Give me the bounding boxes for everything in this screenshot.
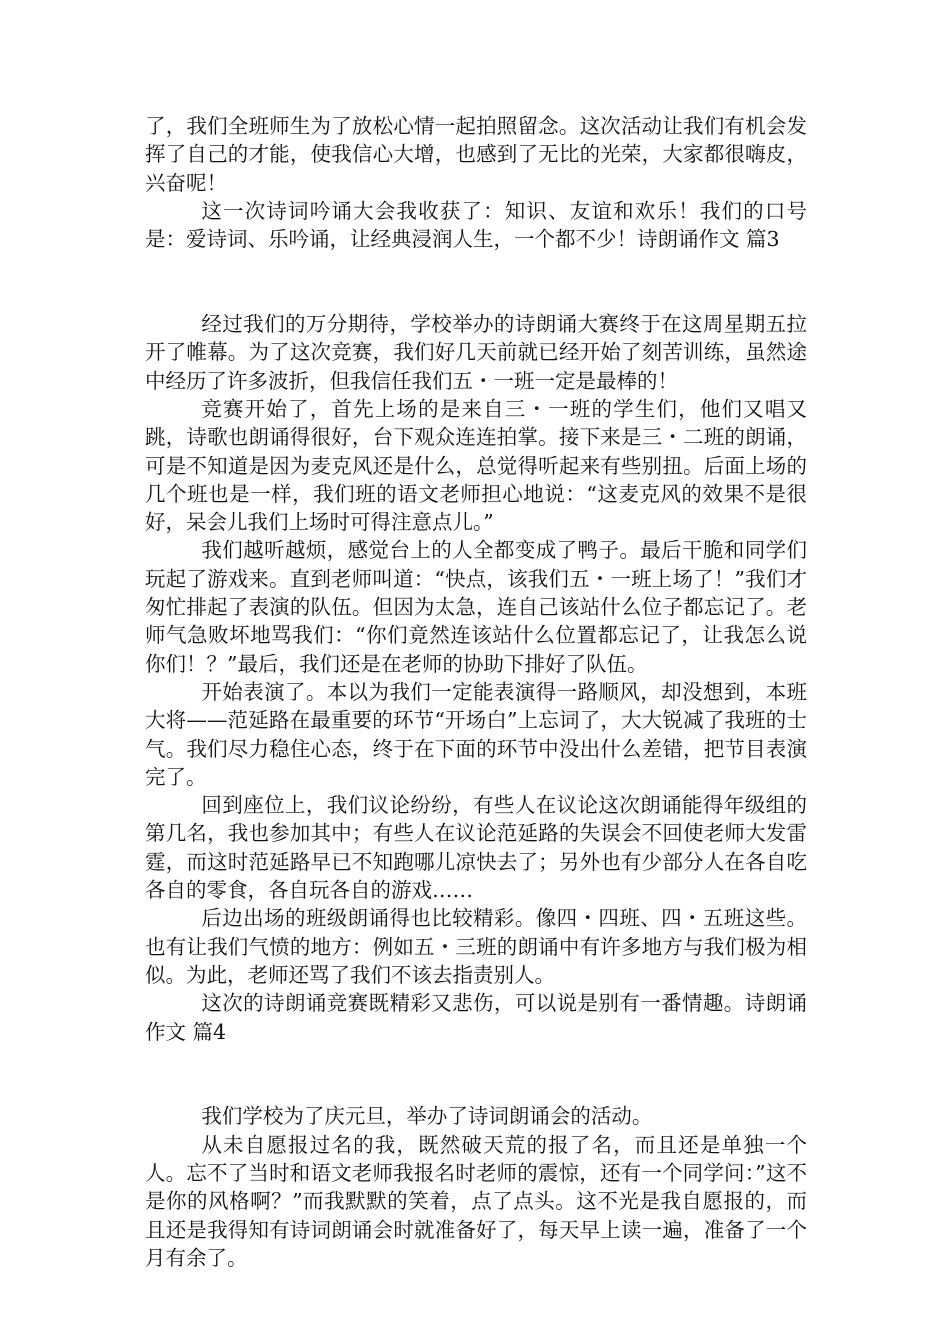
paragraph-essay-3-performance: 开始表演了。本以为我们一定能表演得一路顺风，却没想到，本班大将——范延路在最重要的环节“开场白”上忘词了，大大锐减了我班的士气。我们尽力稳住心态，终于在下面的环节中没出什么差错，把节目表演完了。: [145, 679, 807, 789]
paragraph-essay-3-intro: 经过我们的万分期待，学校举办的诗朗诵大赛终于在这周星期五拉开了帷幕。为了这次竞赛，我们好几天前就已经开始了刻苦训练，虽然途中经历了许多波折，但我信任我们五・一班一定是最棒的！: [145, 312, 807, 393]
paragraph-essay-3-competition-start: 竞赛开始了，首先上场的是来自三・一班的学生们，他们又唱又跳，诗歌也朗诵得很好，台下观众连连拍掌。接下来是三・二班的朗诵，可是不知道是因为麦克风还是什么，总觉得听起来有些别扭。后面上场的几个班也是一样，我们班的语文老师担心地说：“这麦克风的效果不是很好，呆会儿我们上场时可得注意点儿。”: [145, 396, 807, 535]
paragraph-essay-4-intro: 我们学校为了庆元旦，举办了诗词朗诵会的活动。: [201, 1104, 653, 1129]
paragraph-continuation: 了，我们全班师生为了放松心情一起拍照留念。这次活动让我们有机会发挥了自己的才能，使我信心大增，也感到了无比的光荣，大家都很嗨皮，兴奋呢！: [145, 114, 807, 195]
paragraph-essay-4-registration: 从未自愿报过名的我，既然破天荒的报了名，而且还是单独一个人。忘不了当时和语文老师我报名时老师的震惊，还有一个同学问：”这不是你的风格啊？”而我默默的笑着，点了点头。这不光是我自愿报的，而且还是我得知有诗词朗诵会时就准备好了，每天早上读一遍，准备了一个月有余了。: [145, 1132, 807, 1270]
paragraph-essay-3-conclusion: 这次的诗朗诵竞赛既精彩又悲伤，可以说是别有一番情趣。诗朗诵作文 篇4: [145, 991, 807, 1044]
paragraph-essay-3-later-classes: 后边出场的班级朗诵得也比较精彩。像四・四班、四・五班这些。也有让我们气愤的地方：例如五・三班的朗诵中有许多地方与我们极为相似。为此，老师还骂了我们不该去指责别人。: [145, 906, 807, 987]
section-gap: [145, 1046, 807, 1103]
paragraph-summary-essay-2: 这一次诗词吟诵大会我收获了：知识、友谊和欢乐！我们的口号是：爱诗词、乐吟诵，让经典浸润人生，一个都不少！诗朗诵作文 篇3: [145, 198, 807, 252]
document-page: [145, 112, 807, 1272]
paragraph-essay-3-discussion: 回到座位上，我们议论纷纷，有些人在议论这次朗诵能得年级组的第几名，我也参加其中；有些人在议论范延路的失误会不回使老师大发雷霆，而这时范延路早已不知跑哪儿凉快去了；另外也有少部分人在各自吃各自的零食，各自玩各自的游戏……: [145, 793, 807, 903]
paragraph-essay-3-lining-up: 我们越听越烦，感觉台上的人全都变成了鸭子。最后干脆和同学们玩起了游戏来。直到老师叫道：“快点，该我们五・一班上场了！”我们才匆忙排起了表演的队伍。但因为太急，连自己该站什么位子都忘记了。老师气急败坏地骂我们：“你们竟然连该站什么位置都忘记了，让我怎么说你们！？”最后，我们还是在老师的协助下排好了队伍。: [145, 538, 807, 676]
section-gap: [145, 253, 807, 310]
